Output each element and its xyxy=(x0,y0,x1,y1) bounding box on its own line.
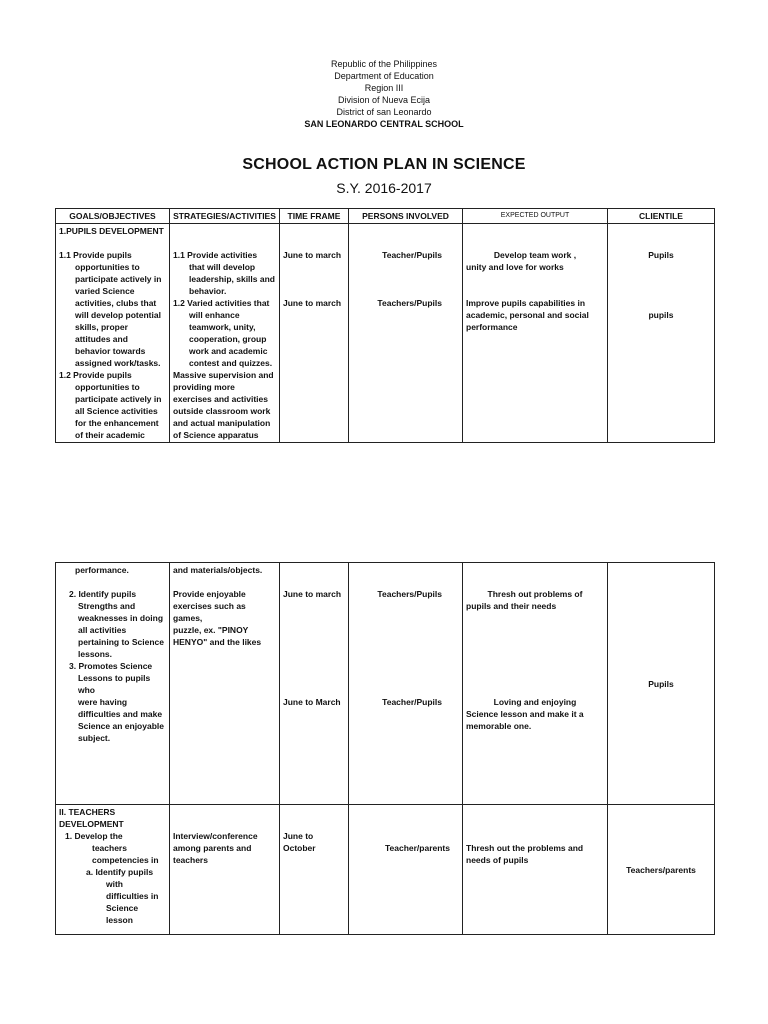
section-label xyxy=(59,806,166,830)
text-line: teachers xyxy=(173,855,208,865)
text-line: 3. Promotes Science xyxy=(69,661,153,671)
text-line: lessons. xyxy=(78,649,113,659)
column-header: PERSONS INVOLVED xyxy=(349,209,463,224)
table-header-row xyxy=(56,209,715,224)
clientele-2: pupils xyxy=(648,310,674,320)
text-line: 1.1 Provide pupils xyxy=(59,250,132,260)
text-line: skills, proper xyxy=(75,322,128,332)
strategies-cell xyxy=(170,563,280,805)
header-line: Region III xyxy=(364,83,404,93)
text-line: among parents and xyxy=(173,843,252,853)
school-name: SAN LEONARDO CENTRAL SCHOOL xyxy=(304,119,464,129)
text-line: pertaining to Science xyxy=(78,637,164,647)
goal-3 xyxy=(59,660,166,744)
text-line: Improve pupils capabilities in xyxy=(466,298,586,308)
text-line: and actual manipulation xyxy=(173,418,271,428)
section-label: 1.PUPILS DEVELOPMENT xyxy=(59,226,164,236)
persons-2: Teachers/Pupils xyxy=(377,589,442,599)
strategy-1-2 xyxy=(173,297,276,369)
goals-cell xyxy=(56,805,170,935)
column-header: GOALS/OBJECTIVES xyxy=(56,209,170,224)
table-row xyxy=(56,563,715,805)
clientele-1: Pupils xyxy=(648,250,674,260)
clientele-cell xyxy=(608,224,715,443)
text-line: unity and love for works xyxy=(466,262,564,272)
strategy-extra xyxy=(173,369,276,441)
text-line: teamwork, unity, xyxy=(189,322,256,332)
column-header: STRATEGIES/ACTIVITIES xyxy=(170,209,280,224)
persons-cell xyxy=(349,805,463,935)
text-line: that will develop xyxy=(189,262,256,272)
text-line: Loving and enjoying xyxy=(493,697,577,707)
persons-2: Teachers/Pupils xyxy=(377,298,442,308)
time-frame-2: June to march xyxy=(283,298,342,308)
time-frame-cell xyxy=(280,224,349,443)
clientele: Pupils xyxy=(648,678,674,689)
header-line: District of san Leonardo xyxy=(336,107,432,117)
text-line: performance. xyxy=(75,565,129,575)
goal-2 xyxy=(59,588,166,660)
goals-cell xyxy=(56,563,170,805)
goal-t1 xyxy=(59,830,166,866)
text-line: weaknesses in doing xyxy=(78,613,164,623)
strategies-cell xyxy=(170,805,280,935)
text-line: 1.2 Varied activities that xyxy=(173,298,270,308)
output-2 xyxy=(466,588,604,612)
header-line: Republic of the Philippines xyxy=(330,59,438,69)
text-line: activities, clubs that xyxy=(75,298,157,308)
text-line: exercises and activities xyxy=(173,394,268,404)
clientele-cell xyxy=(608,805,715,935)
persons-cell xyxy=(349,563,463,805)
text-line: performance xyxy=(466,322,518,332)
text-line: Massive supervision and xyxy=(173,370,274,380)
text-line: Interview/conference xyxy=(173,831,258,841)
goal-1-1 xyxy=(59,249,166,369)
table-row xyxy=(56,224,715,443)
text-line: for the enhancement xyxy=(75,418,159,428)
text-line: 1.2 Provide pupils xyxy=(59,370,132,380)
text-line: opportunities to xyxy=(75,262,140,272)
output-3 xyxy=(466,696,604,732)
time-frame-2: June to march xyxy=(283,589,342,599)
document-header xyxy=(0,58,768,130)
text-line: Science lesson xyxy=(106,903,139,925)
header-line: Department of Education xyxy=(334,71,434,81)
text-line: all Science activities xyxy=(75,406,158,416)
text-line: were having xyxy=(78,697,128,707)
text-line: Develop team work , xyxy=(493,250,577,260)
text-line: 1.1 Provide activities xyxy=(173,250,258,260)
text-line: 1. Develop the xyxy=(65,831,123,841)
action-plan-table-page-2 xyxy=(55,562,715,935)
strategy-2 xyxy=(173,588,276,648)
text-line: competencies in xyxy=(92,855,159,865)
persons-3: Teacher/Pupils xyxy=(382,697,442,707)
persons-1: Teacher/Pupils xyxy=(382,250,442,260)
table-row xyxy=(56,805,715,935)
text-line: with xyxy=(106,879,123,889)
expected-output-cell xyxy=(463,805,608,935)
goal-1-2 xyxy=(59,369,166,441)
text-line: behavior towards xyxy=(75,346,146,356)
text-line: Provide enjoyable xyxy=(173,589,246,599)
text-line: participate actively in xyxy=(75,274,162,284)
strategy-1-1 xyxy=(173,249,276,297)
time-frame-cell xyxy=(280,563,349,805)
text-line: opportunities to xyxy=(75,382,140,392)
column-header: TIME FRAME xyxy=(280,209,349,224)
text-line: pupils and their needs xyxy=(466,601,557,611)
text-line: cooperation, group xyxy=(189,334,267,344)
text-line: will develop potential xyxy=(75,310,161,320)
text-line: attitudes and xyxy=(75,334,128,344)
text-line: puzzle, ex. "PINOY xyxy=(173,625,249,635)
text-line: June to xyxy=(283,831,314,841)
header-line: Division of Nueva Ecija xyxy=(337,95,431,105)
text-line: Thresh out the problems and xyxy=(466,843,584,853)
text-line: Lessons to pupils who xyxy=(78,673,151,695)
text-line: behavior. xyxy=(189,286,227,296)
output-2 xyxy=(466,297,604,333)
text-line: of Science apparatus xyxy=(173,430,259,440)
action-plan-table-page-1 xyxy=(55,208,715,443)
school-year: S.Y. 2016-2017 xyxy=(336,180,432,196)
persons-t: Teacher/parents xyxy=(384,843,450,853)
strategies-cell xyxy=(170,224,280,443)
text-line: providing more xyxy=(173,382,235,392)
expected-output-cell xyxy=(463,563,608,805)
goals-cell xyxy=(56,224,170,443)
text-line: Thresh out problems of xyxy=(487,589,583,599)
expected-output-cell xyxy=(463,224,608,443)
text-line: academic, personal and social xyxy=(466,310,589,320)
text-line: leadership, skills and xyxy=(189,274,275,284)
text-line: II. TEACHERS xyxy=(59,807,116,817)
text-line: memorable one. xyxy=(466,721,532,731)
text-line: varied Science xyxy=(75,286,135,296)
text-line: all activities xyxy=(78,625,127,635)
goal-t1a xyxy=(59,866,166,926)
text-line: Science an enjoyable xyxy=(78,721,164,731)
text-line: outside classroom work xyxy=(173,406,271,416)
text-line: of their academic xyxy=(75,430,145,440)
column-header: EXPECTED OUTPUT xyxy=(463,209,608,224)
time-frame-1: June to march xyxy=(283,250,342,260)
persons-cell xyxy=(349,224,463,443)
time-frame-3: June to March xyxy=(283,697,341,707)
text-line: subject. xyxy=(78,733,111,743)
document-title: SCHOOL ACTION PLAN IN SCIENCE xyxy=(242,156,526,173)
text-line: difficulties and make xyxy=(78,709,163,719)
text-line: 2. Identify pupils xyxy=(69,589,137,599)
text-line: HENYO" and the likes xyxy=(173,637,262,647)
text-line: will enhance xyxy=(189,310,240,320)
column-header: CLIENTILE xyxy=(608,209,715,224)
text-line: contest and quizzes. xyxy=(189,358,273,368)
time-frame-cell xyxy=(280,805,349,935)
text-line: assigned work/tasks. xyxy=(75,358,161,368)
text-line: Strengths and xyxy=(78,601,136,611)
text-line: exercises such as games, xyxy=(173,601,246,623)
text-line: October xyxy=(283,843,316,853)
text-line: DEVELOPMENT xyxy=(59,819,124,829)
text-line: needs of pupils xyxy=(466,855,529,865)
text-line: work and academic xyxy=(189,346,268,356)
text-line: participate actively in xyxy=(75,394,162,404)
text-line: teachers xyxy=(92,843,127,853)
text-line: and materials/objects. xyxy=(173,565,263,575)
clientele-t: Teachers/parents xyxy=(626,864,696,875)
text-line: a. Identify pupils xyxy=(86,867,154,877)
clientele-cell xyxy=(608,563,715,805)
text-line: difficulties in xyxy=(106,891,159,901)
text-line: Science lesson and make it a xyxy=(466,709,584,719)
output-1 xyxy=(466,249,604,273)
